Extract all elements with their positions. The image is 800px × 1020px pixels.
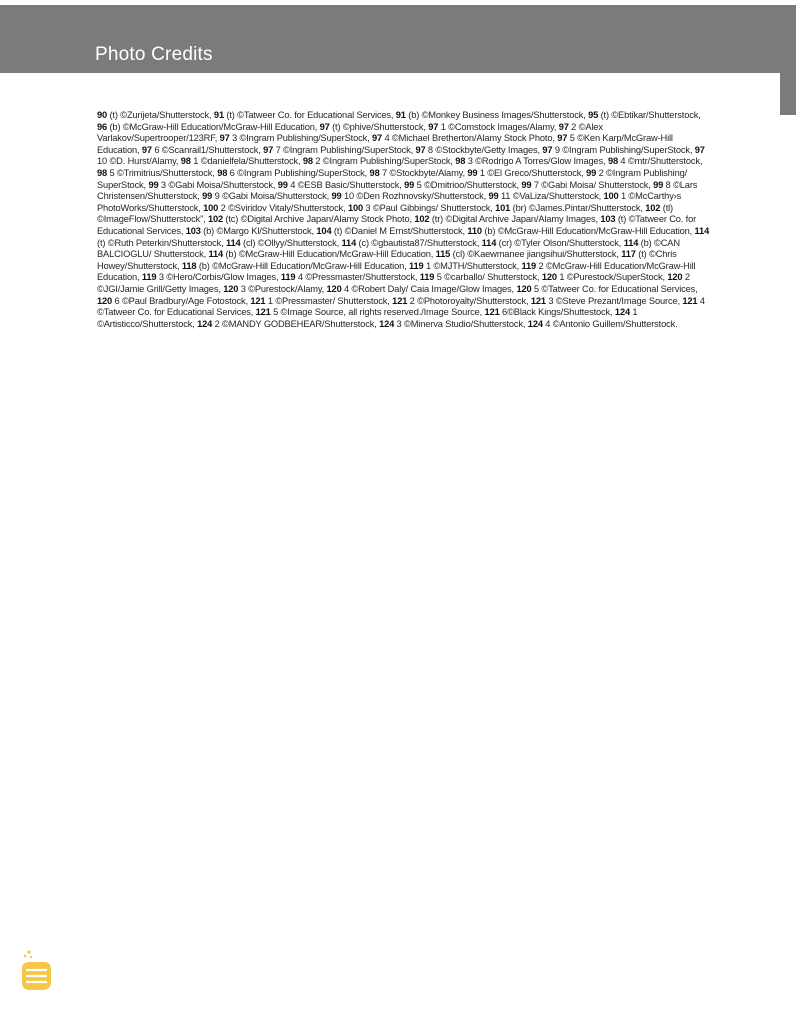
credit-text: 6 ©Scanrail1/Shutterstock,	[151, 144, 264, 155]
credit-page-number: 121	[484, 307, 500, 318]
credit-text: 9 ©Ingram Publishing/SuperStock,	[552, 144, 695, 155]
credit-page-number: 99	[331, 191, 342, 202]
credit-text: 2 ©Photoroyalty/Shutterstock,	[407, 295, 531, 306]
credit-text: 4 ©ESB Basic/Shutterstock,	[287, 179, 405, 190]
credit-text: 1 ©danielfela/Shutterstock,	[190, 156, 303, 167]
credit-text: 4 ©Tatweer Co. for Educational Services,	[97, 295, 705, 318]
credit-text: 3 ©Gabi Moisa/Shutterstock,	[158, 179, 278, 190]
credit-page-number: 114	[481, 237, 497, 248]
credit-entry	[316, 226, 467, 236]
credit-page-number: 97	[415, 144, 426, 155]
credit-entry	[181, 156, 303, 166]
credit-entry	[182, 261, 409, 271]
credit-page-number: 98	[369, 167, 380, 178]
photo-credits-text	[97, 110, 711, 330]
credit-text: (cl) ©Ollyy/Shutterstock,	[240, 237, 342, 248]
credit-text: 2 ©Ingram Publishing/ SuperStock,	[97, 167, 688, 190]
credit-entry	[148, 180, 277, 190]
credit-page-number: 98	[180, 156, 191, 167]
credit-entry	[97, 122, 320, 132]
credit-text: 1 ©Artisticco/Shutterstock,	[97, 307, 638, 329]
credit-text: 5 ©carballo/ Shutterstock,	[434, 272, 542, 283]
credit-page-number: 121	[682, 295, 698, 306]
credit-text: 2 ©Ingram Publishing/SuperStock,	[312, 156, 456, 167]
credit-entry	[197, 319, 379, 329]
page-title: Photo Credits	[95, 44, 213, 65]
credit-page-number: 102	[645, 202, 661, 213]
credit-page-number: 120	[541, 272, 557, 283]
credit-text: (t) ©Ebtikar/Shutterstock,	[598, 110, 701, 120]
credit-text: 5 ©Image Source, all rights reserved./Image Source,	[270, 307, 485, 318]
credit-text: 7 ©Gabi Moisa/ Shutterstock,	[531, 179, 654, 190]
credit-page-number: 98	[455, 156, 466, 167]
credit-page-number: 99	[653, 179, 664, 190]
credit-text: (b) ©McGraw-Hill Education/McGraw-Hill Education,	[223, 249, 436, 260]
credit-text: 3 ©Rodrigo A Torres/Glow Images,	[465, 156, 608, 167]
credit-page-number: 99	[586, 167, 597, 178]
credit-text: 3 ©Hero/Corbis/Glow Images,	[156, 272, 281, 283]
credit-page-number: 90	[97, 110, 108, 120]
credit-entry	[542, 145, 694, 155]
credit-entry	[379, 319, 528, 329]
credit-text: (b) ©Monkey Business Images/Shutterstock,	[405, 110, 589, 120]
credit-entry	[97, 110, 214, 120]
credit-entry	[392, 296, 531, 306]
credit-text: (cr) ©Tyler Olson/Shutterstock,	[496, 237, 624, 248]
credit-entry	[342, 238, 482, 248]
credit-page-number: 114	[341, 237, 357, 248]
credit-page-number: 121	[255, 307, 271, 318]
credit-text: 2 ©Alex Varlakov/Supertrooper/123RF,	[97, 121, 603, 144]
credit-text: 1 ©El Greco/Shutterstock,	[477, 167, 587, 178]
credit-page-number: 97	[219, 133, 230, 144]
credit-text: 3 ©Ingram Publishing/SuperStock,	[229, 133, 372, 144]
credit-text: 3 ©Paul Gibbings/ Shutterstock,	[363, 202, 496, 213]
credit-entry	[521, 180, 653, 190]
credit-entry	[485, 307, 615, 317]
credit-text: 11 ©VaLiza/Shutterstock,	[498, 191, 604, 202]
credit-entry	[226, 238, 342, 248]
credit-page-number: 118	[181, 260, 197, 271]
credit-page-number: 120	[667, 272, 683, 283]
credit-entry	[320, 122, 429, 132]
credit-page-number: 99	[521, 179, 532, 190]
credit-text: 10 ©D. Hurst/Alamy,	[97, 156, 181, 167]
credit-page-number: 124	[614, 307, 630, 318]
credit-entry	[608, 156, 702, 166]
credit-entry	[202, 191, 331, 201]
credit-entry	[220, 133, 372, 143]
credit-page-number: 103	[600, 214, 616, 225]
credit-text: 2 ©MANDY GODBEHEAR/Shutterstock,	[212, 318, 380, 329]
credit-entry	[495, 203, 645, 213]
credit-text: 1 ©McCarthy›s PhotoWorks/Shutterstock,	[97, 191, 682, 213]
credit-page-number: 97	[319, 121, 330, 132]
credit-text: (c) ©gbautista87/Shutterstock,	[356, 237, 482, 248]
credit-entry	[142, 145, 263, 155]
credit-page-number: 97	[558, 121, 569, 132]
credit-text: (b) ©CAN BALCIOGLU/ Shutterstock,	[97, 237, 680, 260]
credit-entry	[396, 110, 588, 120]
credit-text: (t) ©Ruth Peterkin/Shutterstock,	[97, 237, 227, 248]
credit-entry	[488, 191, 603, 201]
credit-page-number: 120	[223, 283, 239, 294]
credit-page-number: 98	[302, 156, 313, 167]
credit-page-number: 119	[408, 260, 424, 271]
credit-entry	[455, 156, 608, 166]
credit-text: 4 ©Robert Daly/ Caia Image/Glow Images,	[341, 283, 517, 294]
credit-page-number: 99	[202, 191, 213, 202]
credit-page-number: 99	[488, 191, 499, 202]
credit-page-number: 103	[185, 225, 201, 236]
credit-page-number: 97	[428, 121, 439, 132]
credit-entry	[467, 226, 694, 236]
credit-entry	[214, 110, 396, 120]
credit-page-number: 97	[371, 133, 383, 144]
credit-page-number: 91	[395, 110, 406, 120]
credit-page-number: 97	[263, 144, 274, 155]
credit-text: (br) ©James.Pintar/Shutterstock,	[510, 202, 646, 213]
credit-entry	[97, 296, 250, 306]
credit-entry	[404, 180, 521, 190]
credit-entry	[420, 272, 542, 282]
credit-entry	[208, 214, 414, 224]
credit-entry	[415, 145, 542, 155]
credit-page-number: 100	[347, 202, 363, 213]
credit-text: (t) ©Chris Howey/Shutterstock,	[97, 249, 677, 271]
credit-text: 1 ©Pressmaster/ Shutterstock,	[265, 295, 393, 306]
credit-page-number: 119	[280, 272, 296, 283]
credit-text: 6 ©Paul Bradbury/Age Fotostock,	[112, 295, 251, 306]
credit-text: 3 ©Steve Prezant/Image Source,	[545, 295, 683, 306]
credit-text: (tr) ©Digital Archive Japan/Alamy Images,	[429, 214, 601, 225]
credit-entry	[303, 156, 455, 166]
credit-entry	[516, 284, 697, 294]
credit-text: (b) ©McGraw-Hill Education/McGraw-Hill Education,	[196, 260, 409, 271]
credit-page-number: 114	[623, 237, 639, 248]
credit-entry	[348, 203, 495, 213]
credit-page-number: 98	[607, 156, 618, 167]
credit-entry	[263, 145, 415, 155]
credit-page-number: 121	[392, 295, 408, 306]
credit-entry	[250, 296, 392, 306]
credit-page-number: 124	[527, 318, 543, 329]
credit-entry	[97, 168, 217, 178]
credit-text: (t) ©Tatweer Co. for Educational Services,	[223, 110, 396, 120]
credit-page-number: 102	[414, 214, 430, 225]
credit-entry	[414, 214, 600, 224]
credit-page-number: 99	[467, 167, 478, 178]
credit-page-number: 120	[97, 295, 113, 306]
credit-text: 1 ©Purestock/SuperStock,	[556, 272, 668, 283]
credit-entry	[186, 226, 317, 236]
credit-text: 8 ©Stockbyte/Getty Images,	[425, 144, 543, 155]
credit-text: 3 ©Minerva Studio/Shutterstock,	[394, 318, 528, 329]
credit-text: 2 ©Sviridov Vitaly/Shutterstock,	[218, 202, 348, 213]
credit-text: (b) ©McGraw-Hill Education/McGraw-Hill Education,	[481, 225, 695, 236]
credit-entry	[542, 272, 668, 282]
credit-page-number: 120	[516, 283, 532, 294]
credit-entry	[281, 272, 420, 282]
credit-text: 9 ©Gabi Moisa/Shutterstock,	[212, 191, 332, 202]
credit-page-number: 101	[495, 202, 511, 213]
credit-page-number: 91	[213, 110, 224, 120]
credit-page-number: 119	[141, 272, 157, 283]
credit-text: (cl) ©Kaewmanee jiangsihui/Shutterstock,	[450, 249, 622, 260]
credit-text: 10 ©Den Rozhnovsky/Shutterstock,	[341, 191, 489, 202]
credit-text: 3 ©Purestock/Alamy,	[238, 283, 327, 294]
credit-page-number: 114	[694, 225, 710, 236]
credit-text: (t) ©Daniel M Ernst/Shutterstock,	[331, 225, 468, 236]
credit-entry	[436, 249, 622, 259]
side-tab-marker	[780, 73, 796, 115]
credit-text: (t) ©phive/Shutterstock,	[329, 121, 429, 132]
credit-entry	[278, 180, 404, 190]
credit-text: (t) ©Tatweer Co. for Educational Services,	[97, 214, 697, 236]
credit-text: 5 ©Dmitrioo/Shutterstock,	[414, 179, 522, 190]
credit-entry	[531, 296, 682, 306]
credit-page-number: 95	[588, 110, 599, 120]
credit-text: 6©Black Kings/Shuttestock,	[499, 307, 615, 318]
credit-text: 4 ©Pressmaster/Shutterstock,	[295, 272, 420, 283]
credit-page-number: 119	[521, 260, 537, 271]
credit-page-number: 99	[148, 179, 159, 190]
credit-page-number: 97	[141, 144, 152, 155]
credit-page-number: 120	[326, 283, 342, 294]
credit-page-number: 121	[250, 295, 266, 306]
credit-page-number: 98	[217, 167, 228, 178]
credit-entry	[467, 168, 586, 178]
credit-text: 5 ©Tatweer Co. for Educational Services,	[531, 283, 698, 294]
credit-text: (tc) ©Digital Archive Japan/Alamy Stock Photo,	[223, 214, 415, 225]
credit-page-number: 102	[207, 214, 223, 225]
credit-page-number: 100	[603, 191, 619, 202]
credit-page-number: 96	[97, 121, 108, 132]
credit-page-number: 115	[435, 249, 451, 260]
credit-entry	[256, 307, 485, 317]
credit-text: 5 ©Trimitrius/Shutterstock,	[107, 167, 218, 178]
credit-page-number: 97	[542, 144, 553, 155]
credit-page-number: 124	[379, 318, 395, 329]
credit-page-number: 119	[419, 272, 435, 283]
credit-text: (tl) ©ImageFlow/Shutterstock”,	[97, 202, 673, 225]
credit-entry	[217, 168, 369, 178]
credit-entry	[327, 284, 517, 294]
credit-text: 5 ©Ken Karp/McGraw-Hill Education,	[97, 133, 673, 155]
credit-page-number: 117	[621, 249, 636, 260]
credit-page-number: 121	[530, 295, 546, 306]
credit-entry	[372, 133, 557, 143]
credit-entry	[528, 319, 678, 329]
credit-page-number: 104	[316, 225, 332, 236]
credit-page-number: 99	[404, 179, 415, 190]
credit-entry	[588, 110, 701, 120]
credit-page-number: 98	[97, 167, 108, 178]
credit-text: (t) ©Zurijeta/Shutterstock,	[107, 110, 214, 120]
credit-page-number: 110	[467, 225, 482, 236]
credit-text: 4 ©Michael Bretherton/Alamy Stock Photo,	[382, 133, 558, 144]
credit-entry	[482, 238, 624, 248]
credit-page-number: 99	[277, 179, 288, 190]
credit-page-number: 114	[208, 249, 224, 260]
credit-entry	[203, 203, 348, 213]
publisher-logo-icon	[18, 946, 54, 992]
credit-text: 1 ©MJTH/Shutterstock,	[423, 260, 522, 271]
credit-page-number: 114	[226, 237, 241, 248]
credit-text: 7 ©Ingram Publishing/SuperStock,	[273, 144, 416, 155]
credit-page-number: 100	[203, 202, 219, 213]
credit-text: 8 ©Lars Christensen/Shutterstock,	[97, 179, 698, 202]
credit-text: 4 ©mtr/Shutterstock,	[617, 156, 703, 167]
credit-page-number: 97	[557, 133, 568, 144]
credit-entry	[331, 191, 488, 201]
credit-entry	[142, 272, 281, 282]
credit-text: 4 ©Antonio Guillem/Shutterstock.	[542, 318, 678, 329]
credit-entry	[208, 249, 435, 259]
credit-entry	[428, 122, 558, 132]
credit-text: (b) ©McGraw-Hill Education/McGraw-Hill Education,	[107, 121, 320, 132]
credit-text: 2 ©JGI/Jamie Grill/Getty Images,	[97, 272, 690, 294]
credit-text: 7 ©Stockbyte/Alamy,	[379, 167, 468, 178]
credit-entry	[409, 261, 522, 271]
credit-page-number: 124	[197, 318, 213, 329]
credit-text: (b) ©Margo Kl/Shutterstock,	[200, 225, 317, 236]
credit-text: 6 ©Ingram Publishing/SuperStock,	[227, 167, 370, 178]
credit-entry	[223, 284, 326, 294]
credit-text: 2 ©McGraw-Hill Education/McGraw-Hill Education,	[97, 260, 696, 283]
credit-entry	[370, 168, 468, 178]
credit-text: 1 ©Comstock Images/Alamy,	[438, 121, 559, 132]
credit-page-number: 97	[694, 144, 705, 155]
